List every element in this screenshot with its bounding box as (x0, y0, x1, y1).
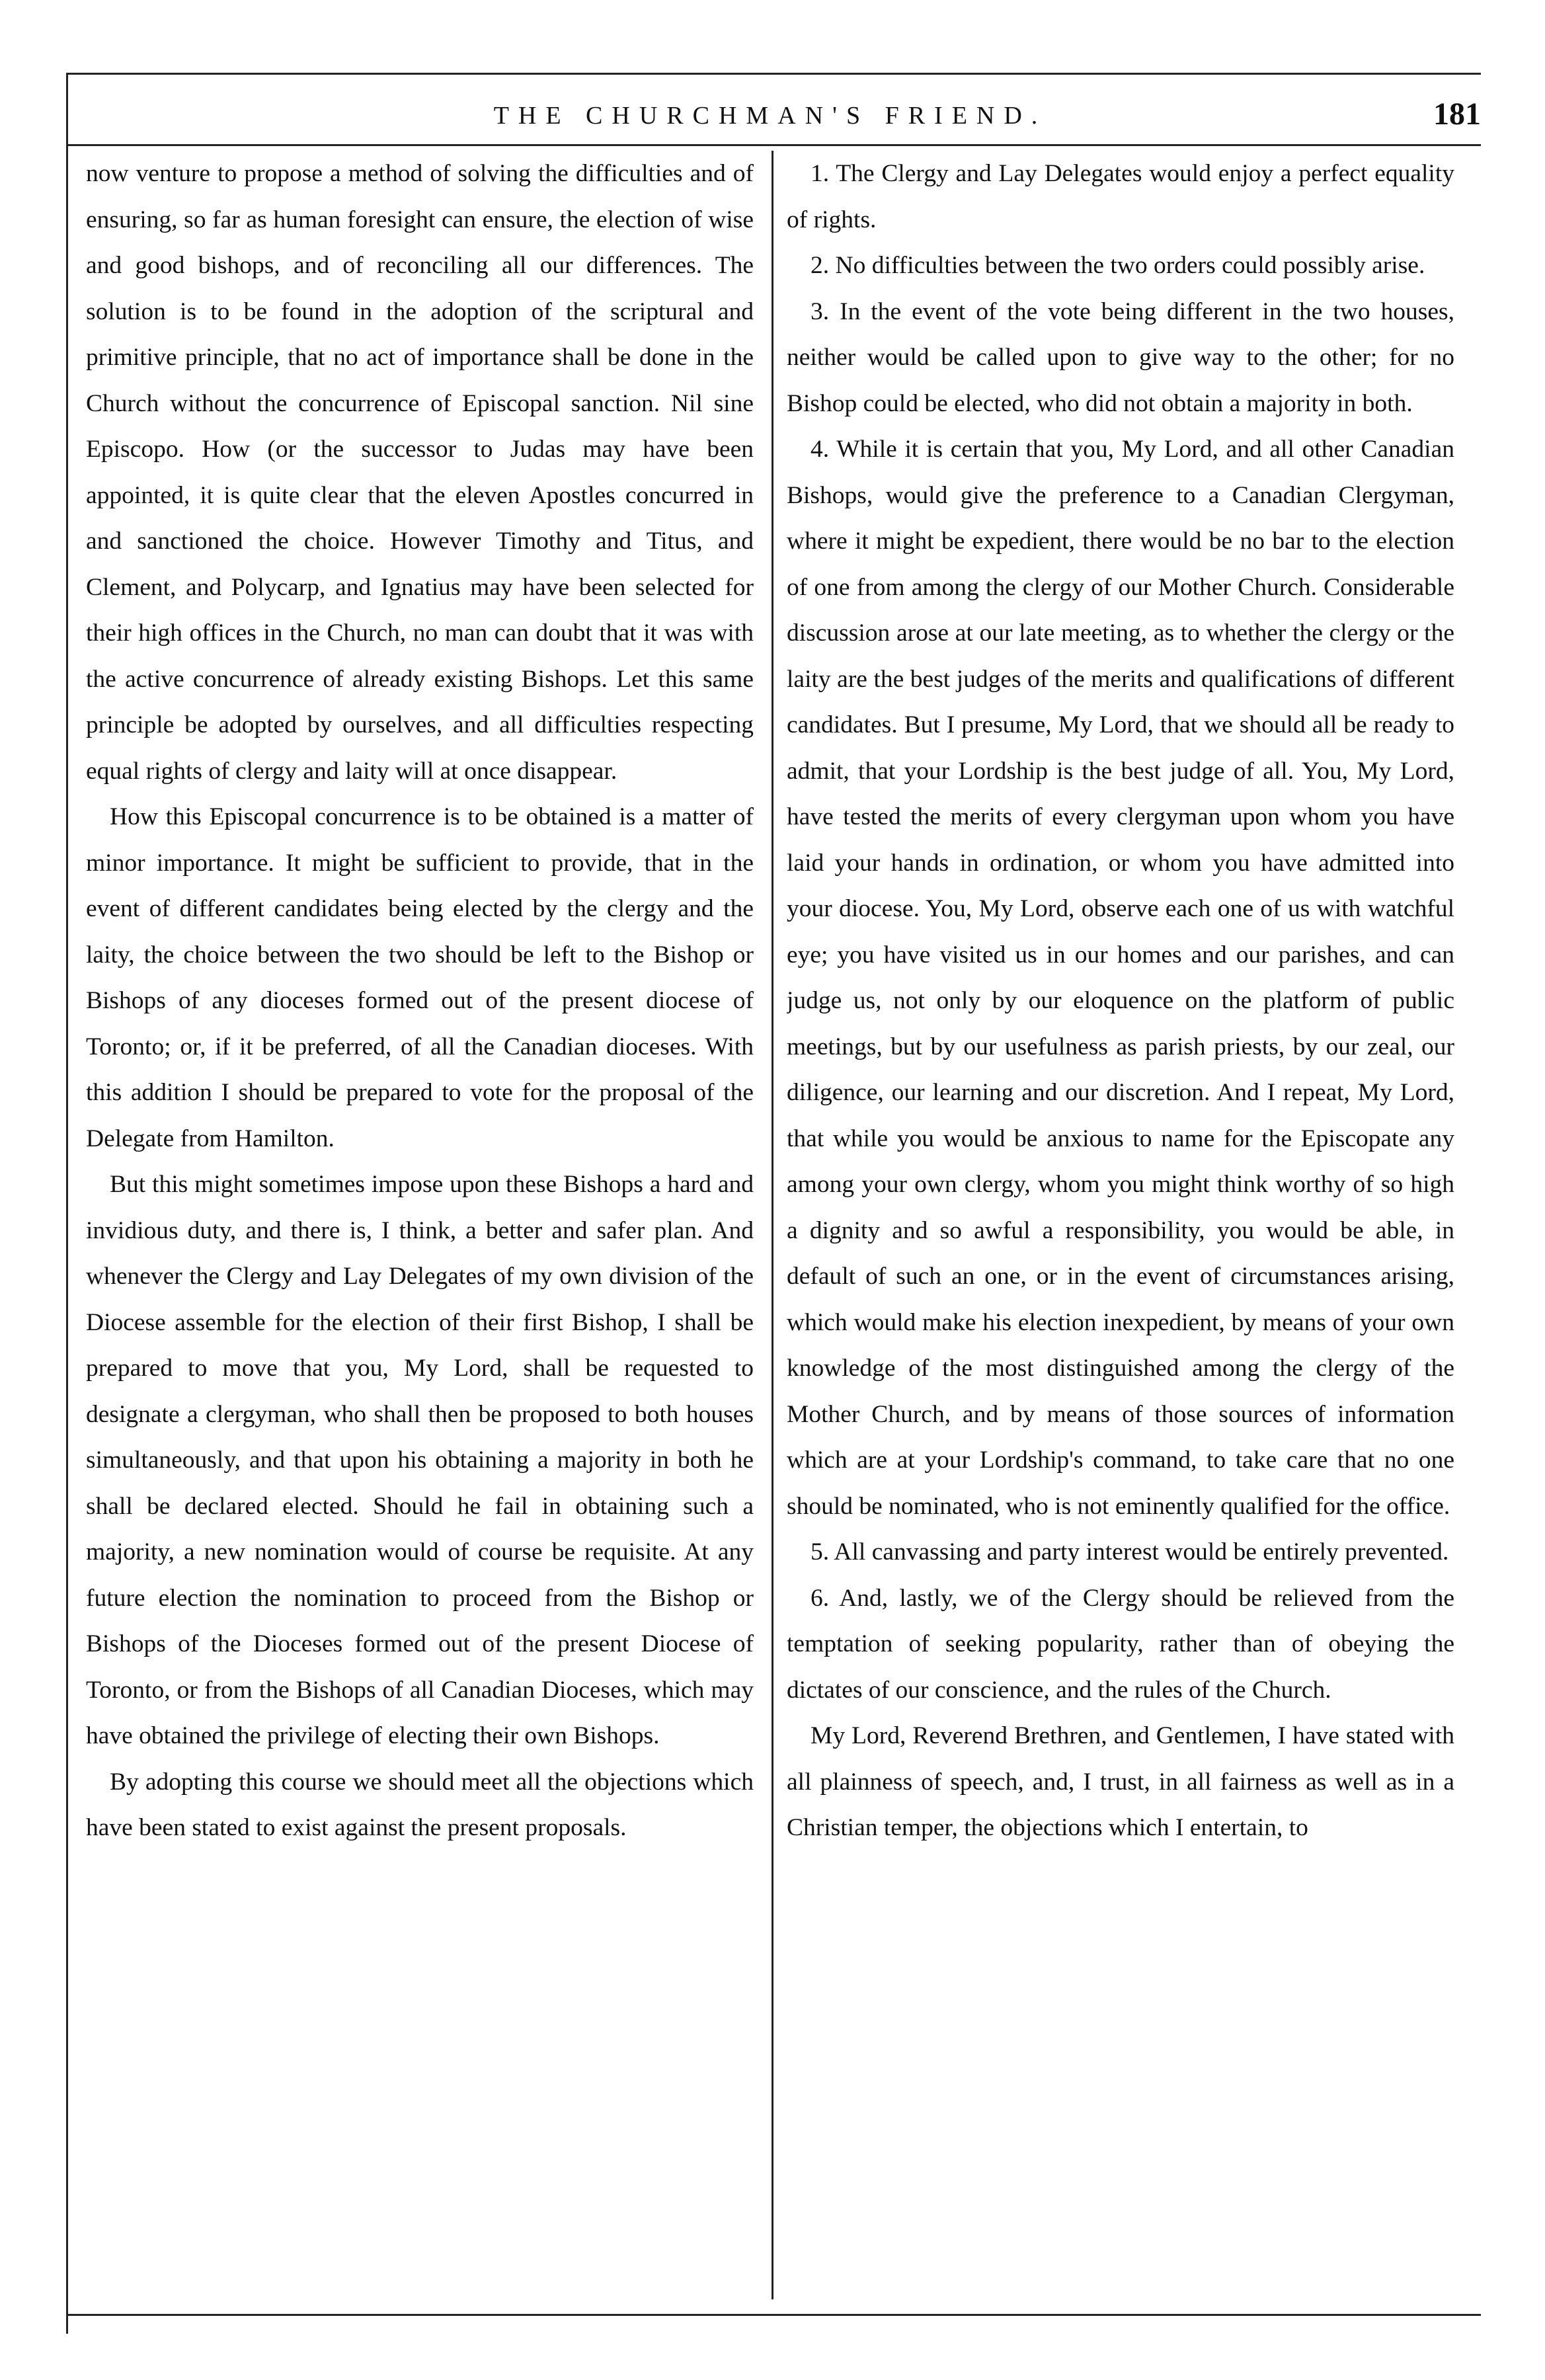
bottom-rule (66, 2314, 1481, 2316)
right-column (787, 151, 1454, 2299)
header-rule (66, 144, 1481, 146)
top-rule (66, 73, 1481, 75)
column-divider (772, 151, 773, 2299)
numbered-paragraph: 2. No difficulties between the two orders could possibly arise. (811, 252, 1425, 279)
paragraph: But this might sometimes impose upon these Bishops a hard and invidious duty, and there is, I think, a better and safer plan. And whenever the Clergy and Lay Delegates of my own division of the Diocese assemble for the election of their first Bishop, I shall be prepared to move that you, My Lord, shall be requested to designate a clergyman, who shall then be proposed to both houses simultaneously, and that upon his obtaining a majority in both he shall be declared elected. Should he fail in obtaining such a majority, a new nomination would of course be requisite. At any future election the nomination to proceed from the Bishop or Bishops of the Dioceses formed out of the present Diocese of Toronto, or from the Bishops of all Canadian Dioceses, which may have obtained the privilege of electing their own Bishops. (86, 1171, 754, 1749)
paragraph: My Lord, Reverend Brethren, and Gentlemen, I have stated with all plainness of speech, and, I trust, in all fairness as well as in a Christian temper, the objections which I entertain, to (787, 1722, 1454, 1841)
left-margin-rule (66, 73, 68, 2334)
page-number: 181 (1433, 97, 1481, 132)
numbered-paragraph: 5. All canvassing and party interest would be entirely prevented. (811, 1538, 1449, 1566)
left-column (86, 151, 754, 2299)
numbered-paragraph: 4. While it is certain that you, My Lord, and all other Canadian Bishops, would give the preference to a Canadian Clergyman, where it might be expedient, there would be no bar to the election of one from among the clergy of our Mother Church. Considerable discussion arose at our late meeting, as to whether the clergy or the laity are the best judges of the merits and qualifications of different candidates. But I presume, My Lord, that we should all be ready to admit, that your Lordship is the best judge of all. You, My Lord, have tested the merits of every clergyman upon whom you have laid your hands in ordination, or whom you have admitted into your diocese. You, My Lord, observe each one of us with watchful eye; you have visited us in our homes and our parishes, and can judge us, not only by our eloquence on the platform of public meetings, but by our usefulness as parish priests, by our zeal, our diligence, our learning and our discretion. And I repeat, My Lord, that while you would be anxious to name for the Episcopate any among your own clergy, whom you might think worthy of so high a dignity and so awful a responsibility, you would be able, in default of such an one, or in the event of circumstances arising, which would make his election inexpedient, by means of your own knowledge of the most distinguished among the clergy of the Mother Church, and by means of those sources of information which are at your Lordship's command, to take care that no one should be nominated, who is not eminently qualified for the office. (787, 436, 1454, 1520)
numbered-paragraph: 3. In the event of the vote being different in the two houses, neither would be called upon to give way to the other; for no Bishop could be elected, who did not obtain a majority in both. (787, 298, 1454, 417)
newspaper-page (40, 53, 1481, 2327)
paragraph: How this Episcopal concurrence is to be obtained is a matter of minor importance. It might be sufficient to provide, that in the event of different candidates being elected by the clergy and the laity, the choice between the two should be left to the Bishop or Bishops of any dioceses formed out of the present diocese of Toronto; or, if it be preferred, of all the Canadian dioceses. With this addition I should be prepared to vote for the proposal of the Delegate from Hamilton. (86, 803, 754, 1152)
numbered-paragraph: 6. And, lastly, we of the Clergy should be relieved from the temptation of seeking popularity, rather than of obeying the dictates of our conscience, and the rules of the Church. (787, 1584, 1454, 1704)
numbered-paragraph: 1. The Clergy and Lay Delegates would enjoy a perfect equality of rights. (787, 160, 1454, 233)
paragraph: now venture to propose a method of solving the difficulties and of ensuring, so far as human foresight can ensure, the election of wise and good bishops, and of reconciling all our differences. The solution is to be found in the adoption of the scriptural and primitive principle, that no act of importance shall be done in the Church without the concurrence of Episcopal sanction. Nil sine Episcopo. How (or the successor to Judas may have been appointed, it is quite clear that the eleven Apostles concurred in and sanctioned the choice. However Timothy and Titus, and Clement, and Polycarp, and Ignatius may have been selected for their high offices in the Church, no man can doubt that it was with the active concurrence of already existing Bishops. Let this same principle be adopted by ourselves, and all difficulties respecting equal rights of clergy and laity will at once disappear. (86, 160, 754, 785)
paragraph: By adopting this course we should meet all the objections which have been stated to exist against the present proposals. (86, 1768, 754, 1841)
running-head: THE CHURCHMAN'S FRIEND. (493, 102, 1047, 130)
